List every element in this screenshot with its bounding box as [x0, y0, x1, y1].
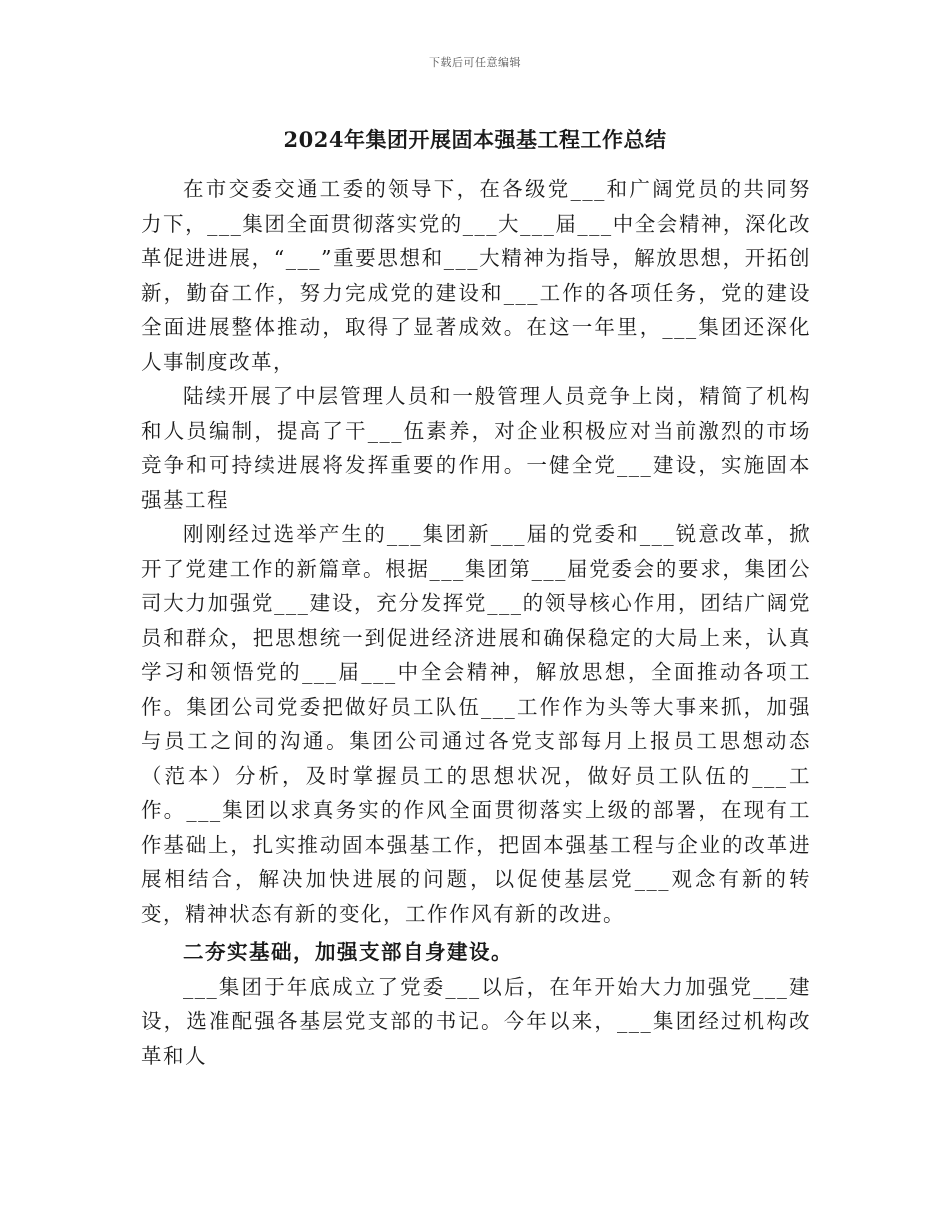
section-heading: 二夯实基础，加强支部自身建设。 — [183, 940, 513, 964]
paragraph-1: 在市交委交通工委的领导下，在各级党___和广阔党员的共同努力下，___集团全面贯彻落实党的___大___届___中全会精神，深化改革促进进展，“___”重要思想和___大精神为指导，解放思想，开拓创新，勤奋工作，努力完成党的建设和___工作的各项任务，党的建设全面进展整体推动，取得了显著成效。在这一年里，___集团还深化人事制度改革， — [141, 177, 811, 374]
paragraph-4: ___集团于年底成立了党委___以后，在年开始大力加强党___建设，选准配强各基层党支部的书记。今年以来，___集团经过机构改革和人 — [141, 974, 811, 1068]
paragraph-2: 陆续开展了中层管理人员和一般管理人员竞争上岗，精简了机构和人员编制，提高了干___伍素养，对企业积极应对当前激烈的市场竞争和可持续进展将发挥重要的作用。一健全党___建设，实施固本强基工程 — [141, 384, 811, 512]
document-body — [141, 172, 811, 1073]
header-note: 下载后可任意编辑 — [429, 56, 521, 69]
paragraph-3: 刚刚经过选举产生的___集团新___届的党委和___锐意改革，掀开了党建工作的新篇章。根据___集团第___届党委会的要求，集团公司大力加强党___建设，充分发挥党___的领导核心作用，团结广阔党员和群众，把思想统一到促进经济进展和确保稳定的大局上来，认真学习和领悟党的___届___中全会精神，解放思想，全面推动各项工作。集团公司党委把做好员工队伍___工作作为头等大事来抓，加强与员工之间的沟通。集团公司通过各党支部每月上报员工思想动态（范本）分析，及时掌握员工的思想状况，做好员工队伍的___工作。___集团以求真务实的作风全面贯彻落实上级的部署，在现有工作基础上，扎实推动固本强基工作，把固本强基工程与企业的改革进展相结合，解决加快进展的问题，以促使基层党___观念有新的转变，精神状态有新的变化，工作作风有新的改进。 — [141, 522, 811, 926]
page-title: 2024年集团开展固本强基工程工作总结 — [283, 127, 667, 152]
